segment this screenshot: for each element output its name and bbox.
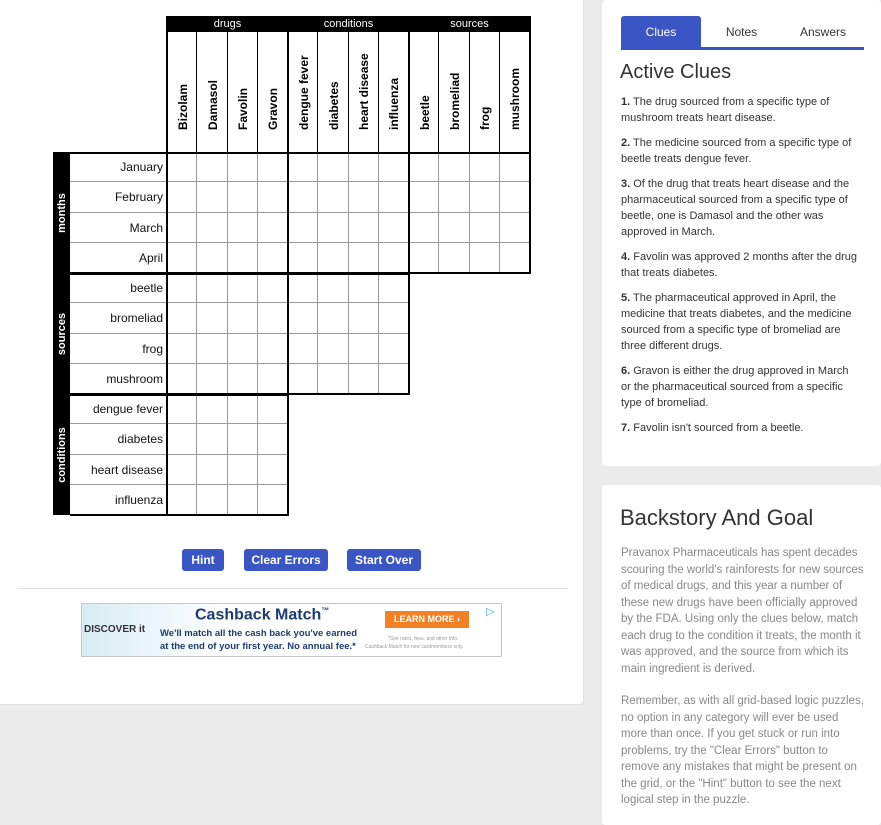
grid-cell[interactable] bbox=[288, 334, 318, 364]
clue-text: The medicine sourced from a specific type of beetle treats dengue fever. bbox=[621, 137, 852, 165]
ad-fine-print-2: Cashback Match for new cardmembers only. bbox=[365, 644, 464, 650]
grid-border bbox=[287, 16, 289, 152]
grid-cell[interactable] bbox=[197, 424, 227, 454]
grid-cell[interactable] bbox=[197, 303, 227, 333]
column-header bbox=[349, 32, 379, 152]
grid-cell[interactable] bbox=[288, 273, 318, 303]
grid-cell[interactable] bbox=[258, 455, 288, 485]
grid-cell[interactable] bbox=[167, 273, 197, 303]
clear-errors-button[interactable]: Clear Errors bbox=[244, 549, 328, 571]
column-header bbox=[409, 32, 439, 152]
row-group-sources bbox=[53, 273, 70, 394]
row-label: mushroom bbox=[70, 364, 167, 394]
grid-cell[interactable] bbox=[258, 394, 288, 424]
grid-border bbox=[166, 152, 168, 274]
grid-cell[interactable] bbox=[409, 213, 439, 243]
clue-number: 4. bbox=[621, 251, 631, 263]
clue-number: 7. bbox=[621, 422, 631, 434]
row-group-label: conditions bbox=[55, 426, 68, 483]
grid-cell[interactable] bbox=[349, 213, 379, 243]
ad-learn-more-button[interactable]: LEARN MORE › bbox=[385, 611, 469, 628]
ad-brand: DISCOVER it bbox=[84, 624, 146, 635]
grid-cell[interactable] bbox=[228, 182, 258, 212]
column-label: frog bbox=[478, 106, 493, 130]
column-label: Gravon bbox=[266, 87, 281, 130]
column-header bbox=[379, 32, 409, 152]
grid-border bbox=[408, 273, 410, 395]
grid-cell[interactable] bbox=[197, 334, 227, 364]
backstory-paragraph: Pravanox Pharmaceuticals has spent decades scouring the world's rainforests for new sources of medical drugs, and this year a number of these new drugs have been officially approved by the FDA. Using only the clues below, match each drug to the condition it treats, the month it was approved, and the source from which its main ingredient is derived. bbox=[621, 547, 864, 675]
grid-cell[interactable] bbox=[318, 273, 348, 303]
grid-cell[interactable] bbox=[258, 182, 288, 212]
column-header bbox=[318, 32, 348, 152]
clue-item[interactable] bbox=[621, 420, 861, 436]
grid-cell[interactable] bbox=[167, 152, 197, 182]
rules-paragraph: Remember, as with all grid-based logic puzzles, no option in any category will ever be used more than once. If you get stuck or run into problems, try the "Clear Errors" button to remove any mistakes that might be present on the grid, or the "Hint" button to see the next logical step in the puzzle. bbox=[621, 695, 864, 806]
grid-cell[interactable] bbox=[258, 213, 288, 243]
grid-cell[interactable] bbox=[349, 182, 379, 212]
column-label: Damasol bbox=[205, 79, 220, 130]
grid-cell[interactable] bbox=[439, 152, 469, 182]
grid-border bbox=[287, 394, 289, 516]
grid-cell[interactable] bbox=[228, 273, 258, 303]
grid-border bbox=[166, 16, 168, 152]
column-label: influenza bbox=[387, 77, 402, 130]
grid-cell[interactable] bbox=[349, 334, 379, 364]
grid-border bbox=[287, 152, 289, 274]
ad-line1: We'll match all the cash back you've earned bbox=[160, 628, 358, 639]
column-header bbox=[470, 32, 500, 152]
grid-cell[interactable] bbox=[228, 424, 258, 454]
grid-cell[interactable] bbox=[500, 182, 530, 212]
column-group-sources: sources bbox=[409, 16, 530, 32]
grid-cell[interactable] bbox=[379, 364, 409, 394]
grid-border bbox=[70, 273, 409, 275]
grid-cell[interactable] bbox=[197, 273, 227, 303]
row-label: frog bbox=[70, 334, 167, 364]
grid-border bbox=[70, 152, 530, 154]
clue-item[interactable] bbox=[621, 176, 861, 240]
grid-cell[interactable] bbox=[470, 182, 500, 212]
column-label: dengue fever bbox=[296, 55, 311, 130]
clue-text: Favolin isn't sourced from a beetle. bbox=[633, 422, 804, 434]
clue-item[interactable] bbox=[621, 363, 861, 411]
grid-border bbox=[70, 514, 288, 516]
grid-cell[interactable] bbox=[470, 213, 500, 243]
row-label: March bbox=[70, 213, 167, 243]
column-header bbox=[197, 32, 227, 152]
grid-cell[interactable] bbox=[470, 243, 500, 273]
row-group-label: months bbox=[55, 192, 68, 233]
column-label: beetle bbox=[417, 95, 432, 130]
grid-cell[interactable] bbox=[258, 273, 288, 303]
divider bbox=[17, 588, 568, 589]
clue-number: 3. bbox=[621, 178, 631, 190]
grid-cell[interactable] bbox=[349, 303, 379, 333]
row-label: heart disease bbox=[70, 455, 167, 485]
grid-cell[interactable] bbox=[167, 394, 197, 424]
grid-cell[interactable] bbox=[197, 182, 227, 212]
grid-cell[interactable] bbox=[167, 364, 197, 394]
grid-cell[interactable] bbox=[258, 303, 288, 333]
row-group-months bbox=[53, 152, 70, 273]
grid-cell[interactable] bbox=[288, 213, 318, 243]
clue-text: Gravon is either the drug approved in March or the pharmaceutical sourced from a specific type of bromeliad. bbox=[621, 365, 849, 409]
grid-cell[interactable] bbox=[349, 364, 379, 394]
clue-list bbox=[621, 94, 861, 445]
grid-cell[interactable] bbox=[228, 243, 258, 273]
grid-cell[interactable] bbox=[197, 243, 227, 273]
clue-number: 1. bbox=[621, 96, 631, 108]
column-label: Bizolam bbox=[176, 83, 191, 130]
grid-cell[interactable] bbox=[288, 243, 318, 273]
grid-cell[interactable] bbox=[258, 152, 288, 182]
tab-clues[interactable]: Clues bbox=[621, 16, 701, 48]
grid-cell[interactable] bbox=[349, 273, 379, 303]
ad-banner[interactable] bbox=[81, 603, 502, 657]
grid-cell[interactable] bbox=[288, 364, 318, 394]
row-label: beetle bbox=[70, 273, 167, 303]
clue-text: Of the drug that treats heart disease and the pharmaceutical sourced from a specific type of beetle, one is Damasol and the other was approved in March. bbox=[621, 178, 850, 238]
grid-border bbox=[529, 16, 531, 152]
grid-cell[interactable] bbox=[288, 303, 318, 333]
grid-cell[interactable] bbox=[228, 485, 258, 515]
grid-cell[interactable] bbox=[228, 213, 258, 243]
row-label: bromeliad bbox=[70, 303, 167, 333]
grid-cell[interactable] bbox=[167, 485, 197, 515]
grid-cell[interactable] bbox=[228, 303, 258, 333]
column-label: mushroom bbox=[508, 67, 523, 130]
start-over-button[interactable]: Start Over bbox=[347, 549, 421, 571]
hint-button[interactable]: Hint bbox=[182, 549, 224, 571]
grid-cell[interactable] bbox=[470, 152, 500, 182]
grid-cell[interactable] bbox=[439, 182, 469, 212]
row-label: influenza bbox=[70, 485, 167, 515]
grid-cell[interactable] bbox=[197, 152, 227, 182]
grid-cell[interactable] bbox=[500, 213, 530, 243]
clue-text: Favolin was approved 2 months after the drug that treats diabetes. bbox=[621, 251, 858, 279]
clue-text: The drug sourced from a specific type of mushroom treats heart disease. bbox=[621, 96, 830, 124]
grid-border bbox=[408, 16, 410, 152]
grid-cell[interactable] bbox=[197, 455, 227, 485]
grid-cell[interactable] bbox=[318, 152, 348, 182]
clue-number: 6. bbox=[621, 365, 631, 377]
ad-title: Cashback Match™ bbox=[195, 606, 330, 624]
grid-cell[interactable] bbox=[167, 455, 197, 485]
grid-cell[interactable] bbox=[500, 243, 530, 273]
grid-cell[interactable] bbox=[439, 243, 469, 273]
adchoices-icon[interactable]: ▷ bbox=[486, 606, 495, 618]
grid-cell[interactable] bbox=[318, 364, 348, 394]
column-label: Favolin bbox=[236, 87, 251, 130]
grid-cell[interactable] bbox=[167, 213, 197, 243]
column-header bbox=[167, 32, 197, 152]
grid-cell[interactable] bbox=[288, 182, 318, 212]
row-group-label: sources bbox=[55, 312, 68, 355]
grid-cell[interactable] bbox=[228, 394, 258, 424]
grid-cell[interactable] bbox=[258, 424, 288, 454]
grid-cell[interactable] bbox=[228, 152, 258, 182]
grid-cell[interactable] bbox=[197, 213, 227, 243]
grid-cell[interactable] bbox=[167, 182, 197, 212]
ad-fine-print-1: *See rates, fees, and other info. bbox=[388, 636, 459, 642]
grid-cell[interactable] bbox=[379, 243, 409, 273]
grid-cell[interactable] bbox=[409, 243, 439, 273]
grid-cell[interactable] bbox=[379, 273, 409, 303]
grid-cell[interactable] bbox=[258, 243, 288, 273]
clue-number: 5. bbox=[621, 292, 631, 304]
grid-border bbox=[287, 273, 289, 395]
clue-item[interactable] bbox=[621, 135, 861, 167]
grid-cell[interactable] bbox=[167, 334, 197, 364]
row-label: January bbox=[70, 152, 167, 182]
grid-cell[interactable] bbox=[258, 334, 288, 364]
ad-line2: at the end of your first year. No annual fee.* bbox=[160, 641, 356, 652]
column-header bbox=[288, 32, 318, 152]
grid-border bbox=[166, 273, 168, 395]
clue-item[interactable] bbox=[621, 249, 861, 281]
column-label: bromeliad bbox=[447, 72, 462, 130]
column-label: diabetes bbox=[326, 81, 341, 130]
grid-cell[interactable] bbox=[228, 334, 258, 364]
grid-cell[interactable] bbox=[379, 213, 409, 243]
column-header bbox=[228, 32, 258, 152]
grid-cell[interactable] bbox=[379, 334, 409, 364]
grid-cell[interactable] bbox=[318, 334, 348, 364]
clue-item[interactable] bbox=[621, 290, 861, 354]
row-group-conditions bbox=[53, 394, 70, 515]
grid-cell[interactable] bbox=[379, 303, 409, 333]
grid-cell[interactable] bbox=[197, 364, 227, 394]
grid-cell[interactable] bbox=[409, 152, 439, 182]
row-label: April bbox=[70, 243, 167, 273]
column-group-conditions: conditions bbox=[288, 16, 409, 32]
grid-cell[interactable] bbox=[318, 182, 348, 212]
clue-item[interactable] bbox=[621, 94, 861, 126]
column-header bbox=[500, 32, 530, 152]
grid-cell[interactable] bbox=[167, 424, 197, 454]
grid-border bbox=[408, 152, 410, 274]
grid-cell[interactable] bbox=[167, 243, 197, 273]
grid-border bbox=[70, 394, 288, 396]
column-header bbox=[439, 32, 469, 152]
grid-cell[interactable] bbox=[379, 182, 409, 212]
row-label: dengue fever bbox=[70, 394, 167, 424]
grid-cell[interactable] bbox=[197, 394, 227, 424]
grid-cell[interactable] bbox=[500, 152, 530, 182]
grid-cell[interactable] bbox=[288, 152, 318, 182]
grid-cell[interactable] bbox=[349, 152, 379, 182]
clues-heading: Active Clues bbox=[620, 61, 732, 83]
tab-answers[interactable]: Answers bbox=[799, 25, 846, 39]
grid-cell[interactable] bbox=[409, 182, 439, 212]
row-label: February bbox=[70, 182, 167, 212]
logic-grid bbox=[0, 0, 584, 530]
grid-cell[interactable] bbox=[258, 364, 288, 394]
grid-cell[interactable] bbox=[197, 485, 227, 515]
tab-notes[interactable]: Notes bbox=[725, 25, 758, 39]
grid-cell[interactable] bbox=[318, 243, 348, 273]
grid-cell[interactable] bbox=[167, 303, 197, 333]
clue-text: The pharmaceutical approved in April, the medicine that treats diabetes, and the medicine sourced from a specific type of bromeliad are three different drugs. bbox=[621, 292, 852, 352]
column-label: heart disease bbox=[357, 53, 372, 130]
grid-border bbox=[529, 152, 531, 274]
grid-cell[interactable] bbox=[439, 213, 469, 243]
grid-cell[interactable] bbox=[228, 364, 258, 394]
tab-bar bbox=[621, 16, 864, 50]
grid-cell[interactable] bbox=[228, 455, 258, 485]
clue-number: 2. bbox=[621, 137, 631, 149]
grid-cell[interactable] bbox=[379, 152, 409, 182]
backstory-heading: Backstory And Goal bbox=[620, 505, 814, 530]
grid-cell[interactable] bbox=[318, 303, 348, 333]
row-label: diabetes bbox=[70, 424, 167, 454]
column-header bbox=[258, 32, 288, 152]
grid-cell[interactable] bbox=[318, 213, 348, 243]
grid-cell[interactable] bbox=[349, 243, 379, 273]
column-group-drugs: drugs bbox=[167, 16, 288, 32]
grid-cell[interactable] bbox=[258, 485, 288, 515]
grid-border bbox=[166, 394, 168, 516]
